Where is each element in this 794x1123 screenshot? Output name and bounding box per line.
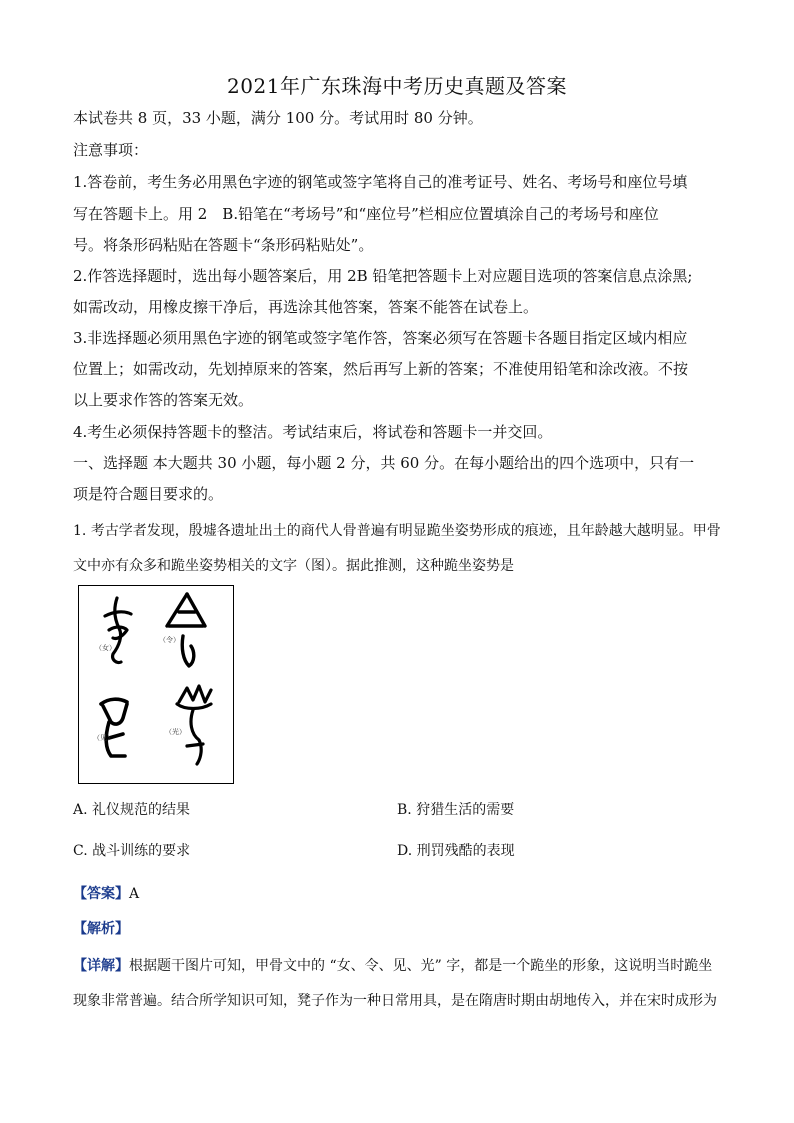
option-d: D. 刑罚残酷的表现 [397,843,515,859]
figure-label-ling: （令） [159,636,180,644]
oracle-char-ling [167,594,205,666]
oracle-char-jian [101,699,127,756]
detail-tag: 【详解】 [73,958,129,974]
answer-tag: 【答案】 [73,886,129,902]
analysis-tag: 【解析】 [73,921,129,937]
exam-intro: 本试卷共 8 页，33 小题，满分 100 分。考试用时 80 分钟。 [73,109,483,127]
figure-label-guang: （光） [165,728,186,736]
question-1-stem: 文中亦有众多和跪坐姿势相关的文字（图）。据此推测，这种跪坐姿势是 [73,558,514,574]
oracle-char-guang [177,686,211,764]
answer-line [73,884,733,904]
detail-line: 现象非常普遍。结合所学知识可知，凳子作为一种日常用具，是在隋唐时期由胡地传入，并在宋时成形为 [73,993,717,1009]
note-line: 写在答题卡上。用 2 B.铅笔在“考场号”和“座位号”栏相应位置填涂自己的考场号和座位 [73,205,659,223]
note-line: 2.作答选择题时，选出每小题答案后，用 2B 铅笔把答题卡上对应题目选项的答案信息点涂黑; [73,267,693,285]
note-line: 以上要求作答的答案无效。 [73,391,254,409]
note-line: 位置上；如需改动，先划掉原来的答案，然后再写上新的答案；不准使用铅笔和涂改液。不按 [73,360,689,378]
figure-label-nu: （女） [95,644,116,652]
analysis-line [73,919,733,939]
page-title: 2021年广东珠海中考历史真题及答案 [227,74,567,98]
note-line: 如需改动，用橡皮擦干净后，再选涂其他答案，答案不能答在试卷上。 [73,298,539,316]
option-b: B. 狩猎生活的需要 [397,802,515,818]
oracle-bone-characters [79,586,233,783]
detail-line [73,956,733,976]
option-a: A. 礼仪规范的结果 [73,802,191,818]
note-line: 号。将条形码粘贴在答题卡“条形码粘贴处”。 [73,236,374,254]
detail-text: 根据题干图片可知，甲骨文中的 “女、令、见、光” 字，都是一个跪坐的形象，这说明当时跪坐 [129,958,713,974]
option-c: C. 战斗训练的要求 [73,843,191,859]
oracle-bone-figure [78,585,234,784]
section-heading-line: 一、选择题 本大题共 30 小题，每小题 2 分，共 60 分。在每小题给出的四个选项中，只有一 [73,454,695,472]
section-heading-line: 项是符合题目要求的。 [73,485,224,503]
answer-value: A [129,886,140,902]
note-line: 3.非选择题必须用黑色字迹的钢笔或签字笔作答，答案必须写在答题卡各题目指定区域内相应 [73,329,688,347]
figure-label-jian: （见） [93,734,114,742]
question-1-stem: 1. 考古学者发现，殷墟各遗址出土的商代人骨普遍有明显跪坐姿势形成的痕迹，且年龄越大越明显。甲骨 [73,523,721,539]
notes-heading: 注意事项： [73,141,149,159]
note-line: 1.答卷前，考生务必用黑色字迹的钢笔或签字笔将自己的准考证号、姓名、考场号和座位号填 [73,173,688,191]
note-line: 4.考生必须保持答题卡的整洁。考试结束后，将试卷和答题卡一并交回。 [73,423,553,441]
oracle-char-nu [105,598,131,663]
